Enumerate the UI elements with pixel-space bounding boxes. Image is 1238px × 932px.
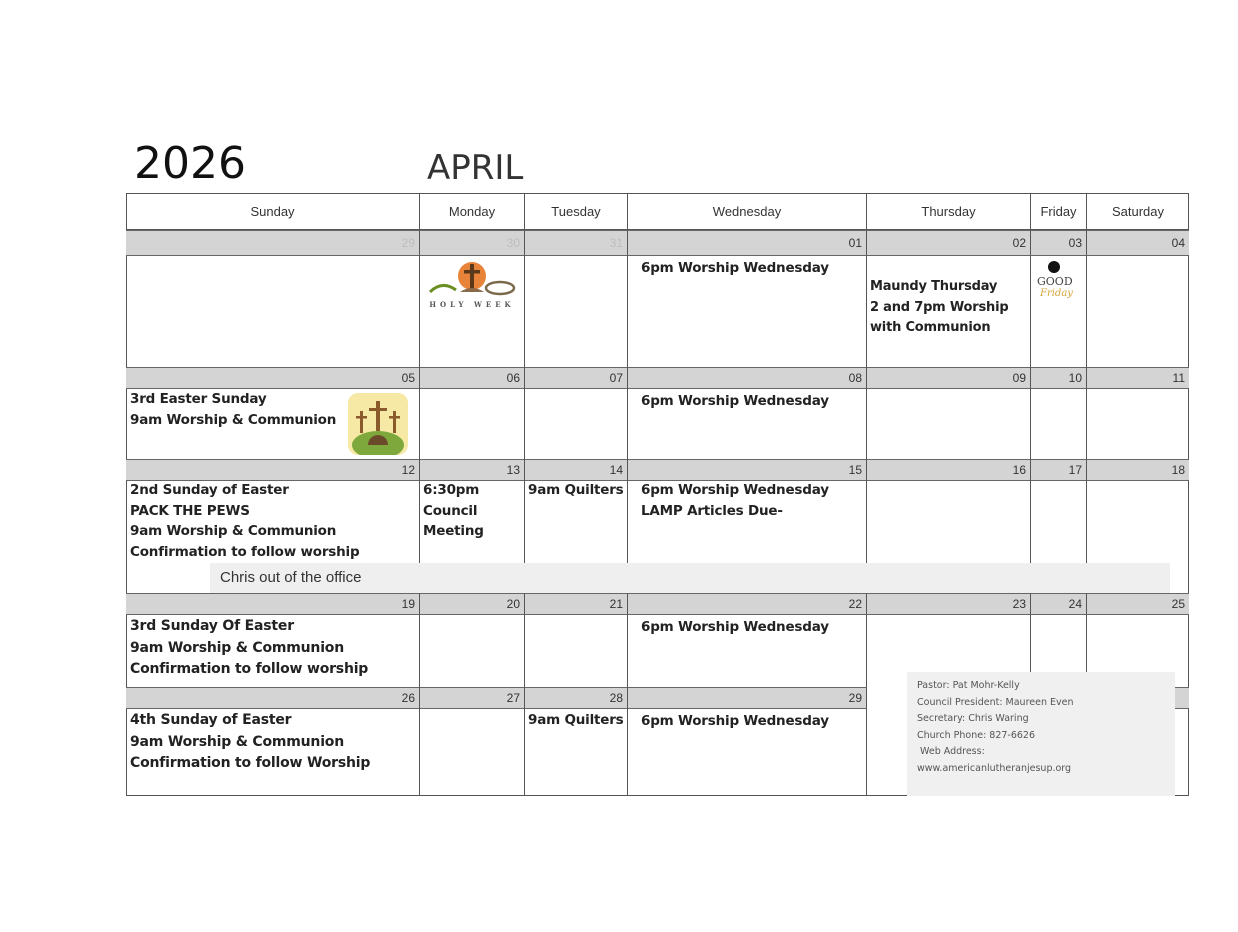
date-number: 25 — [1087, 593, 1189, 615]
grid-line — [419, 230, 420, 796]
date-number: 17 — [1031, 459, 1087, 481]
web-address-label: Web Address: — [917, 746, 985, 757]
date-number: 01 — [628, 230, 867, 256]
date-number: 04 — [1087, 230, 1189, 256]
event-tuesday-apr28: 9am Quilters — [528, 712, 624, 728]
date-number: 23 — [867, 593, 1031, 615]
date-number: 26 — [126, 687, 420, 709]
date-number: 16 — [867, 459, 1031, 481]
cross-icon — [1048, 261, 1060, 273]
date-number: 13 — [420, 459, 525, 481]
date-number: 02 — [867, 230, 1031, 256]
date-number: 28 — [525, 687, 628, 709]
date-number: 09 — [867, 367, 1031, 389]
event-wednesday-apr29: 6pm Worship Wednesday — [641, 713, 829, 729]
grid-line — [866, 230, 867, 796]
date-number: 06 — [420, 367, 525, 389]
date-number: 30 — [420, 230, 525, 256]
secretary-info: Secretary: Chris Waring — [917, 713, 1029, 724]
day-header-monday: Monday — [420, 193, 525, 230]
grid-line — [1086, 230, 1087, 563]
out-of-office-banner: Chris out of the office — [210, 563, 1170, 593]
day-header-tuesday: Tuesday — [525, 193, 628, 230]
date-number: 27 — [420, 687, 525, 709]
date-number: 08 — [628, 367, 867, 389]
date-number: 29 — [126, 230, 420, 256]
date-number: 14 — [525, 459, 628, 481]
empty-tomb-image — [348, 393, 408, 455]
calendar-year: 2026 — [134, 138, 246, 189]
church-phone-info: Church Phone: 827-6626 — [917, 729, 1036, 741]
day-header-saturday: Saturday — [1087, 193, 1189, 230]
day-header-sunday: Sunday — [126, 193, 420, 230]
event-thursday-apr02: Maundy Thursday 2 and 7pm Worship with Communion — [870, 279, 1009, 335]
event-monday-apr13: 6:30pm Council Meeting — [423, 482, 484, 539]
event-wednesday-apr08: 6pm Worship Wednesday — [641, 393, 829, 409]
day-header-thursday: Thursday — [867, 193, 1031, 230]
date-number: 29 — [628, 687, 867, 709]
date-number-cell — [1175, 687, 1189, 709]
church-info-box — [907, 672, 1175, 796]
event-tuesday-apr14: 9am Quilters — [528, 482, 624, 498]
event-sunday-apr26: 4th Sunday of Easter 9am Worship & Communion Confirmation to follow Worship — [130, 712, 371, 771]
date-number: 11 — [1087, 367, 1189, 389]
date-number: 05 — [126, 367, 420, 389]
date-number: 10 — [1031, 367, 1087, 389]
date-number: 03 — [1031, 230, 1087, 256]
grid-line — [627, 230, 628, 796]
date-number: 24 — [1031, 593, 1087, 615]
date-number: 22 — [628, 593, 867, 615]
date-number: 18 — [1087, 459, 1189, 481]
event-wednesday-apr15: 6pm Worship Wednesday LAMP Articles Due- — [641, 482, 829, 519]
day-header-wednesday: Wednesday — [628, 193, 867, 230]
event-sunday-apr05: 3rd Easter Sunday 9am Worship & Communion — [130, 391, 337, 428]
date-number: 15 — [628, 459, 867, 481]
date-number: 19 — [126, 593, 420, 615]
good-friday-image: GOOD Friday — [1034, 260, 1084, 312]
event-wednesday-apr01: 6pm Worship Wednesday — [641, 260, 829, 276]
event-wednesday-apr22: 6pm Worship Wednesday — [641, 619, 829, 635]
calendar-month: APRIL — [427, 148, 524, 188]
date-number: 20 — [420, 593, 525, 615]
pastor-info: Pastor: Pat Mohr-Kelly — [917, 680, 1020, 691]
council-president-info: Council President: Maureen Even — [917, 696, 1074, 708]
day-header-friday: Friday — [1031, 193, 1087, 230]
holy-week-image: HOLY WEEK — [422, 258, 522, 314]
date-number: 21 — [525, 593, 628, 615]
web-address-link[interactable]: www.americanlutheranjesup.org — [917, 762, 1072, 774]
date-number: 31 — [525, 230, 628, 256]
grid-line — [524, 230, 525, 796]
event-sunday-apr19: 3rd Sunday Of Easter 9am Worship & Communion Confirmation to follow worship — [130, 618, 369, 677]
event-sunday-apr12: 2nd Sunday of Easter PACK THE PEWS 9am Worship & Communion Confirmation to follow worship — [130, 482, 360, 560]
grid-line — [1030, 230, 1031, 563]
date-number: 12 — [126, 459, 420, 481]
date-number: 07 — [525, 367, 628, 389]
